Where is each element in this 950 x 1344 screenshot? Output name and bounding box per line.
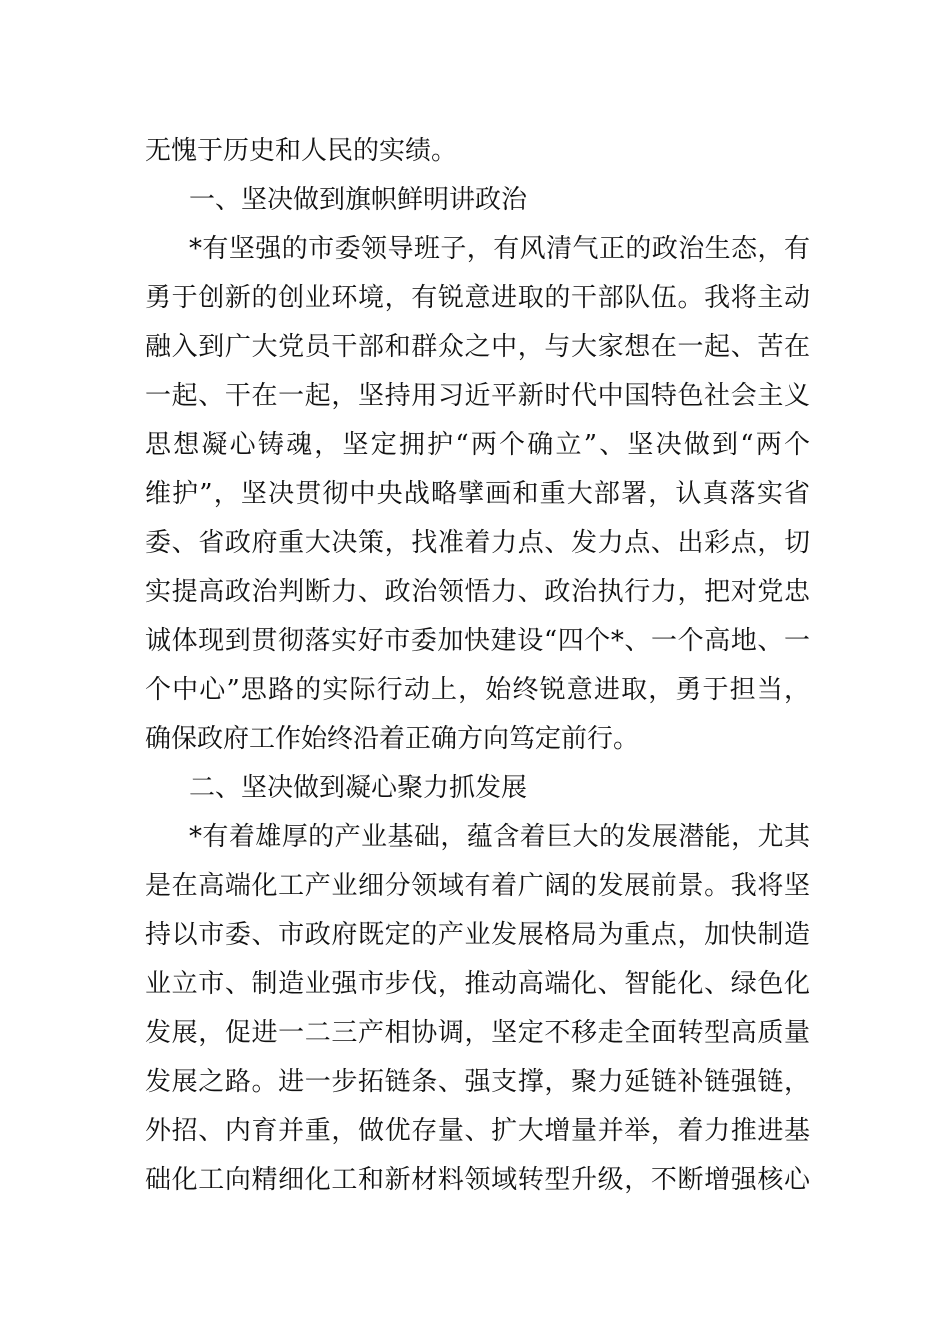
paragraph-line: 发展，促进一二三产相协调，坚定不移走全面转型高质量 — [145, 1018, 810, 1048]
paragraph-line: 思想凝心铸魂，坚定拥护“两个确立”、坚决做到“两个 — [145, 430, 810, 460]
paragraph-line: 勇于创新的创业环境，有锐意进取的干部队伍。我将主动 — [145, 283, 810, 313]
section-heading: 一、坚决做到旗帜鲜明讲政治 — [189, 185, 528, 215]
section-heading: 二、坚决做到凝心聚力抓发展 — [189, 773, 528, 803]
paragraph-line: 个中心”思路的实际行动上，始终锐意进取，勇于担当， — [145, 675, 810, 705]
paragraph-line: 融入到广大党员干部和群众之中，与大家想在一起、苦在 — [145, 332, 810, 362]
paragraph-line: 诚体现到贯彻落实好市委加快建设“四个*、一个高地、一 — [145, 626, 810, 656]
paragraph-line: 是在高端化工产业细分领域有着广阔的发展前景。我将坚 — [145, 871, 810, 901]
paragraph-line: *有坚强的市委领导班子，有风清气正的政治生态，有 — [189, 234, 810, 264]
document-body — [145, 127, 810, 1205]
paragraph-line: 无愧于历史和人民的实绩。 — [145, 136, 458, 166]
paragraph-line: 委、省政府重大决策，找准着力点、发力点、出彩点，切 — [145, 528, 810, 558]
paragraph-line: *有着雄厚的产业基础，蕴含着巨大的发展潜能，尤其 — [189, 822, 810, 852]
paragraph-line: 维护”，坚决贯彻中央战略擘画和重大部署，认真落实省 — [145, 479, 810, 509]
paragraph-line: 外招、内育并重，做优存量、扩大增量并举，着力推进基 — [145, 1116, 810, 1146]
paragraph-line: 础化工向精细化工和新材料领域转型升级，不断增强核心 — [145, 1165, 810, 1195]
paragraph-line: 确保政府工作始终沿着正确方向笃定前行。 — [145, 724, 640, 754]
paragraph-line: 发展之路。进一步拓链条、强支撑，聚力延链补链强链， — [145, 1067, 810, 1097]
paragraph-line: 一起、干在一起，坚持用习近平新时代中国特色社会主义 — [145, 381, 810, 411]
paragraph-line: 业立市、制造业强市步伐，推动高端化、智能化、绿色化 — [145, 969, 810, 999]
paragraph-line: 持以市委、市政府既定的产业发展格局为重点，加快制造 — [145, 920, 810, 950]
paragraph-line: 实提高政治判断力、政治领悟力、政治执行力，把对党忠 — [145, 577, 810, 607]
